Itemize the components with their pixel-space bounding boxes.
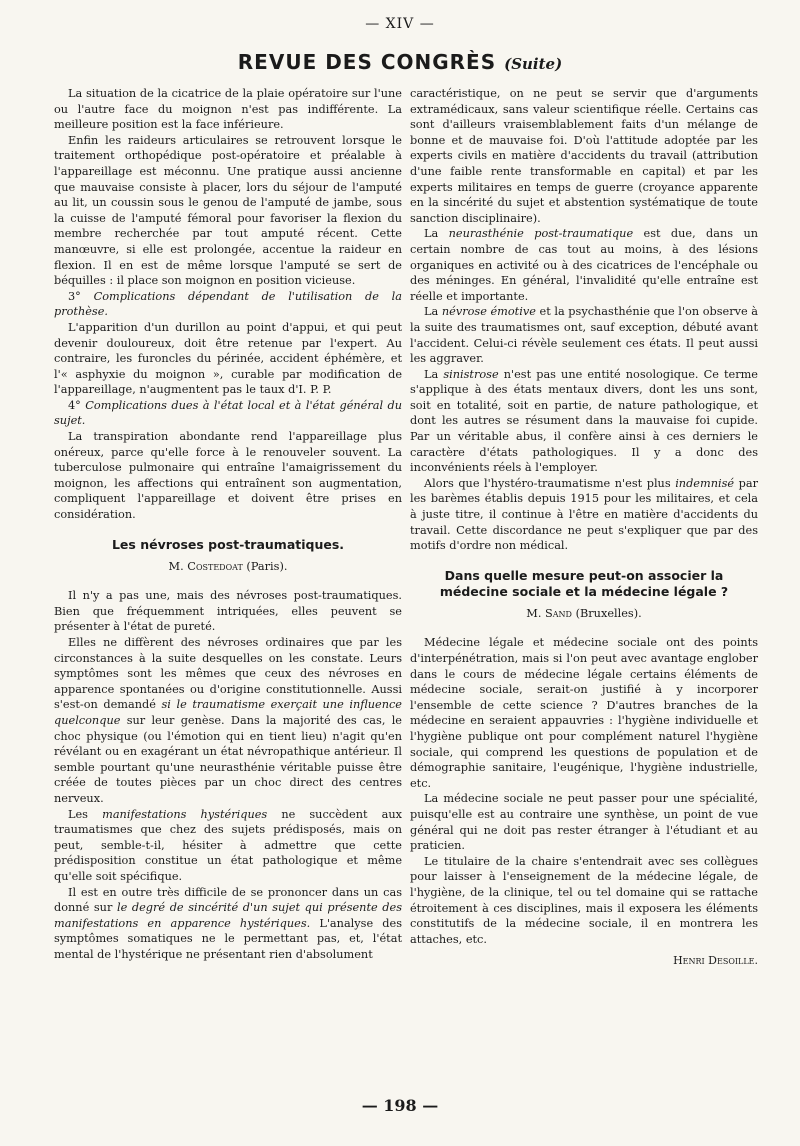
text-run: La <box>424 305 439 319</box>
signature: Henri Desoille. <box>673 954 758 968</box>
paragraph: Médecine légale et médecine sociale ont des points d'interpénétration, mais si l'on peut avec avantage englober dans le cours de médecine légale certains éléments de médecine sociale, serait-on justifié à y incorporer l'ensemble de cette science ? D'autres branches de la médecine en seraient appauvries : l'hygiène individuelle et l'hygiène publique ont pour complément naturel l'hygiène sociale, qui comprend les questions de population et de démographie sanitaire, l'eugénique, l'hygiène industrielle, etc. <box>410 636 758 790</box>
text-run: et la psychasthénie que l'on observe à la suite des traumatismes ont, sauf exception, débuté avant l'accident. Celui-ci révèle seulement ces états. Il peut aussi les aggraver. <box>410 305 759 366</box>
paragraph: Le titulaire de la chaire s'entendrait avec ses collègues pour laisser à l'enseignement de la médecine légale, de l'hygiène, de la clinique, tel ou tel domaine qui se rattache étroitement à ces disciplines, mais il exposera les éléments constitutifs de la médecine sociale, il en montrera les attaches, etc. <box>410 854 758 946</box>
subheading-text: Complications dépendant de l'utilisation de la prothèse. <box>54 289 403 319</box>
author-name: Costedoat <box>187 559 243 573</box>
paragraph <box>54 807 402 885</box>
page-title <box>0 50 800 74</box>
author-prefix: M. <box>168 559 184 573</box>
page-title-suite: (Suite) <box>504 55 563 73</box>
subheading-number: 3° <box>68 289 81 303</box>
subheading <box>54 289 402 320</box>
italic-run: sinistrose <box>443 367 499 381</box>
paragraph <box>410 476 758 554</box>
page-title-text: REVUE DES CONGRÈS <box>237 50 497 74</box>
paragraph <box>410 304 758 366</box>
paragraph: La situation de la cicatrice de la plaie opératoire sur l'une ou l'autre face du moignon n'est pas indifférente. La meilleure position est la face inférieure. <box>54 87 402 132</box>
paragraph <box>410 367 758 476</box>
author-name: Sand <box>545 606 572 620</box>
text-run: Alors que l'hystéro-traumatisme n'est plus <box>424 476 671 490</box>
text-run: n'est pas une entité nosologique. Ce terme s'applique à des états mentaux divers, dont les uns sont, soit en totalité, soit en partie, de nature pathologique, et dont les autres se résument dans la mauvaise foi cupide. Par un véritable abus, il confère ainsi à ces derniers le caractère d'états pathologiques. Il y a donc des inconvénients réels à l'employer. <box>410 367 758 475</box>
text-run: L'analyse des symptômes somatiques ne le permettant pas, et, l'état mental de l'hystérique ne présentant rien d'absolument <box>54 916 402 961</box>
italic-run: neurasthénie post-traumatique <box>448 227 634 241</box>
subheading-text: Complications dues à l'état local et à l'état général du sujet. <box>54 398 403 428</box>
text-run: Elles ne diffèrent des névroses ordinaires que par les circonstances à la suite desquelles on les constate. Leurs symptômes sont les mêmes que ceux des névroses en apparence spontanées ou d'origine constitutionnelle. Aussi s'est-on demandé <box>54 636 402 712</box>
section-title: Les névroses post-traumatiques. <box>111 536 345 552</box>
italic-run: névrose émotive <box>441 305 536 319</box>
page-roman-numeral: — XIV — <box>365 16 435 32</box>
paragraph: Il n'y a pas une, mais des névroses post-traumatiques. Bien que fréquemment intriquées, elles peuvent se présenter à l'état de pureté. <box>54 589 402 634</box>
text-run: Il est en outre très difficile de se prononcer dans un cas donné sur <box>54 885 402 915</box>
left-column <box>54 86 402 962</box>
text-run: La <box>424 227 439 241</box>
text-run: sur leur genèse. Dans la majorité des cas, le choc physique (ou l'émotion qui en tient lieu) n'agit qu'en révélant ou en exagérant un état névropathique antérieur. Il semble pourtant qu'une neurasthénie véritable puisse être créée de toutes pièces par un choc direct des centres nerveux. <box>54 713 402 805</box>
author-line <box>410 606 758 622</box>
italic-run: indemnisé <box>675 476 735 490</box>
paragraph <box>54 885 402 963</box>
italic-run: le degré de sincérité d'un sujet qui présente des manifestations en apparence hystériques. <box>54 901 402 930</box>
paragraph: La médecine sociale ne peut passer pour une spécialité, puisqu'elle est au contraire une synthèse, un point de vue général qui ne doit pas rester étranger à l'étudiant et au praticien. <box>410 792 758 853</box>
paragraph: Enfin les raideurs articulaires se retrouvent lorsque le traitement orthopédique post-opératoire et préalable à l'appareillage est méconnu. Une pratique aussi ancienne que mauvaise consiste à placer, lors du séjour de l'amputé au lit, un coussin sous le genou de l'amputé de jambe, sous la cuisse de l'amputé fémoral pour favoriser la flexion du membre recherchée par tout amputé récent. Cette manœuvre, si elle est prolongée, accentue la raideur en flexion. Il en est de même lorsque l'amputé se sert de béquilles : il place son moignon en position vicieuse. <box>54 133 402 288</box>
text-run: ne succèdent aux traumatismes que chez des sujets prédisposés, mais on peut, semble-t-il, hésiter à admettre que cette prédisposition constitue un état pathologique et même qu'elle soit spécifique. <box>54 807 403 883</box>
subheading-number: 4° <box>68 398 81 412</box>
paragraph <box>410 226 758 304</box>
right-column <box>410 86 758 969</box>
text-run: La <box>424 367 439 381</box>
subheading <box>54 398 402 429</box>
author-prefix: M. <box>526 606 542 620</box>
text-run: est due, dans un certain nombre de cas tout au moins, à des lésions organiques en activité ou à des cicatrices de l'encéphale ou des méninges. En général, l'invalidité qu'elle entraîne est réelle et importante. <box>410 227 758 303</box>
paragraph: La transpiration abondante rend l'appareillage plus onéreux, parce qu'elle force à le renouveler souvent. La tuberculose pulmonaire qui entraîne l'amaigrissement du moignon, les affections qui entraînent son augmentation, compliquent l'appareillage et doivent être prises en considération. <box>54 430 402 522</box>
section-title: Dans quelle mesure peut-on associer la médecine sociale et la médecine légale ? <box>439 567 729 599</box>
author-city: (Paris). <box>246 559 288 573</box>
text-run: par les barèmes établis depuis 1915 pour les militaires, et cela à juste titre, il continue à l'être en matière d'accidents du travail. Cette discordance ne peut s'expliquer que par des motifs d'ordre non médical. <box>410 476 758 553</box>
page-number: — 198 — <box>361 1096 439 1115</box>
author-city: (Bruxelles). <box>575 606 642 620</box>
italic-run: manifestations hystériques <box>102 807 268 821</box>
paragraph <box>54 635 402 807</box>
text-run: Les <box>68 807 88 821</box>
italic-run: si le traumatisme exerçait une influence quelconque <box>54 698 402 727</box>
paragraph: caractéristique, on ne peut se servir que d'arguments extramédicaux, sans valeur scientifique réelle. Certains cas sont d'ailleurs vraisemblablement faits d'un mélange de bonne et de mauvaise foi. D'où l'attitude adoptée par les experts civils en matière d'accidents du travail (attribution d'une faible rente transformable en capital) et par les experts militaires en temps de guerre (croyance apparente en la sincérité du sujet et abstention systématique de toute sanction disciplinaire). <box>410 87 758 225</box>
author-line <box>54 559 402 575</box>
paragraph: L'apparition d'un durillon au point d'appui, et qui peut devenir douloureux, doit être retenue par l'expert. Au contraire, les furoncles du périnée, accident éphémère, et l'« asphyxie du moignon », curable par modification de l'appareillage, n'augmentent pas le taux d'I. P. P. <box>54 320 402 397</box>
